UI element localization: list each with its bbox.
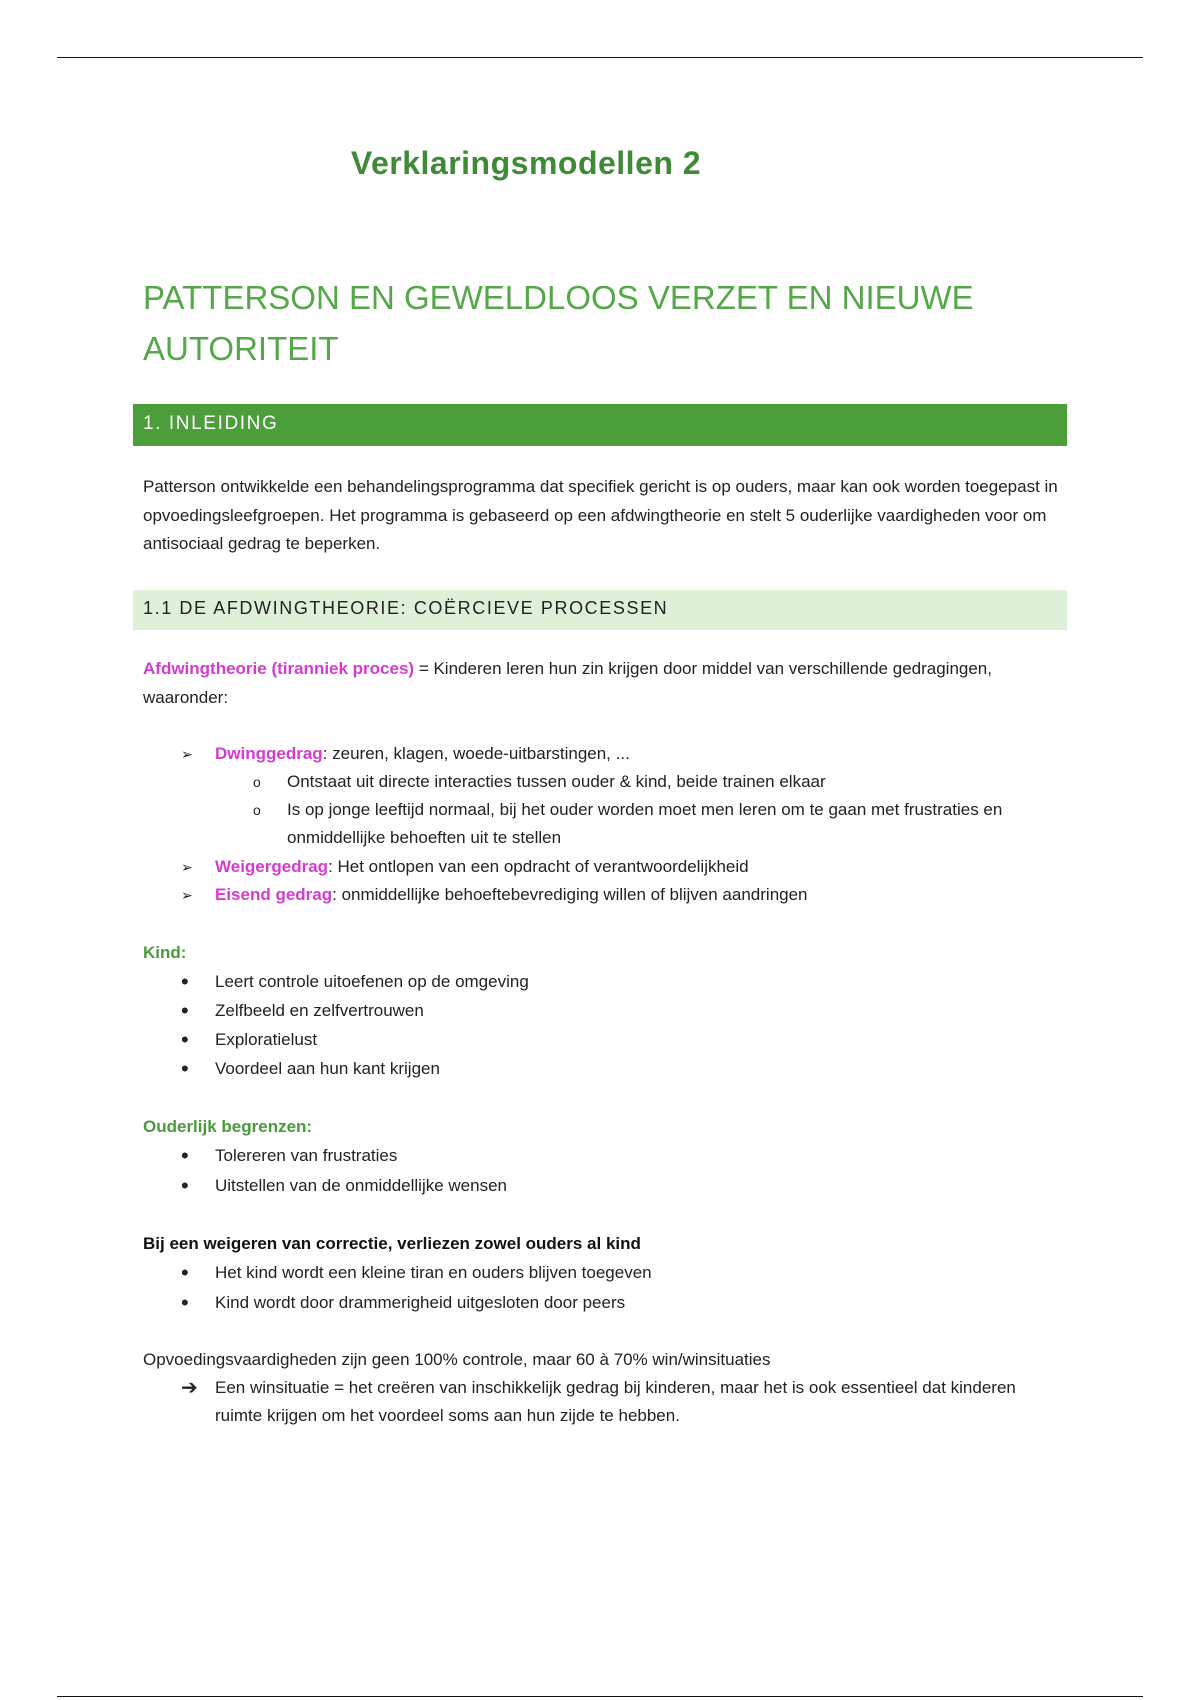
sub-item: Ontstaat uit directe interacties tussen ouder & kind, beide trainen elkaar (287, 772, 826, 791)
dot-bullet-icon: • (181, 1027, 189, 1052)
arrowhead-bullet-icon: ➢ (181, 746, 193, 762)
ouderlijk-item: Uitstellen van de onmiddellijke wensen (215, 1176, 507, 1195)
ouderlijk-label: Ouderlijk begrenzen: (143, 1117, 313, 1136)
kind-item: Voordeel aan hun kant krijgen (215, 1059, 440, 1078)
kind-item: Zelfbeeld en zelfvertrouwen (215, 1001, 424, 1020)
behavior-item-eisend-gedrag (215, 881, 1055, 909)
behavior-term: Dwinggedrag (215, 744, 323, 763)
kind-item: Exploratielust (215, 1030, 318, 1049)
weigeren-item: Het kind wordt een kleine tiran en ouders blijven toegeven (215, 1263, 652, 1282)
behavior-term: Weigergedrag (215, 857, 329, 876)
opvoeding-arrow-text: Een winsituatie = het creëren van inschikkelijk gedrag bij kinderen, maar het is ook essentieel dat kinderen ruimte krijgen om het voordeel soms aan hun zijde te hebben. (215, 1378, 1016, 1425)
dot-bullet-icon: • (181, 1290, 189, 1315)
section-title: PATTERSON EN GEWELDLOOS VERZET EN NIEUWE AUTORITEIT (143, 279, 974, 367)
dot-bullet-icon: • (181, 998, 189, 1023)
behavior-text: : Het ontlopen van een opdracht of verantwoordelijkheid (328, 857, 749, 876)
arrowhead-bullet-icon: ➢ (181, 859, 193, 875)
dot-bullet-icon: • (181, 1056, 189, 1081)
behavior-item-dwinggedrag (215, 740, 1055, 768)
circle-bullet-icon: o (253, 802, 261, 818)
opvoeding-text: Opvoedingsvaardigheden zijn geen 100% controle, maar 60 à 70% win/winsituaties (143, 1350, 771, 1369)
kind-label: Kind: (143, 943, 187, 962)
top-rule (57, 57, 1143, 58)
right-arrow-icon: ➔ (181, 1377, 198, 1399)
bottom-rule (57, 1696, 1143, 1697)
sub-item: Is op jonge leeftijd normaal, bij het ouder worden moet men leren om te gaan met frustraties en onmiddellijke behoeften uit te stellen (287, 800, 1003, 847)
weigeren-label: Bij een weigeren van correctie, verliezen zowel ouders al kind (143, 1234, 641, 1253)
afdwing-term: Afdwingtheorie (tiranniek proces) (143, 659, 415, 678)
dot-bullet-icon: • (181, 1173, 189, 1198)
heading-afdwingtheorie: 1.1 DE AFDWINGTHEORIE: COËRCIEVE PROCESSEN (133, 590, 1067, 630)
behavior-item-weigergedrag (215, 853, 1055, 881)
behavior-text: : onmiddellijke behoeftebevrediging willen of blijven aandringen (332, 885, 808, 904)
afdwing-definition (143, 655, 1061, 712)
document-title: Verklaringsmodellen 2 (350, 145, 702, 181)
ouderlijk-item: Tolereren van frustraties (215, 1146, 398, 1165)
arrowhead-bullet-icon: ➢ (181, 887, 193, 903)
heading-inleiding: 1. INLEIDING (133, 404, 1067, 446)
afdwing-text: = Kinderen leren hun zin krijgen door middel van verschillende gedragingen, waaronder: (143, 659, 992, 707)
kind-item: Leert controle uitoefenen op de omgeving (215, 972, 529, 991)
dot-bullet-icon: • (181, 969, 189, 994)
dot-bullet-icon: • (181, 1143, 189, 1168)
behavior-term: Eisend gedrag (215, 885, 333, 904)
circle-bullet-icon: o (253, 774, 261, 790)
behavior-text: : zeuren, klagen, woede-uitbarstingen, ... (322, 744, 630, 763)
intro-paragraph: Patterson ontwikkelde een behandelingsprogramma dat specifiek gericht is op ouders, maar kan ook worden toegepast in opvoedingsleefgroepen. Het programma is gebaseerd op een afdwingtheorie en stelt 5 ouderlijke vaardigheden voor om antisociaal gedrag te beperken. (143, 477, 1058, 553)
weigeren-item: Kind wordt door drammerigheid uitgesloten door peers (215, 1293, 626, 1312)
dot-bullet-icon: • (181, 1260, 189, 1285)
